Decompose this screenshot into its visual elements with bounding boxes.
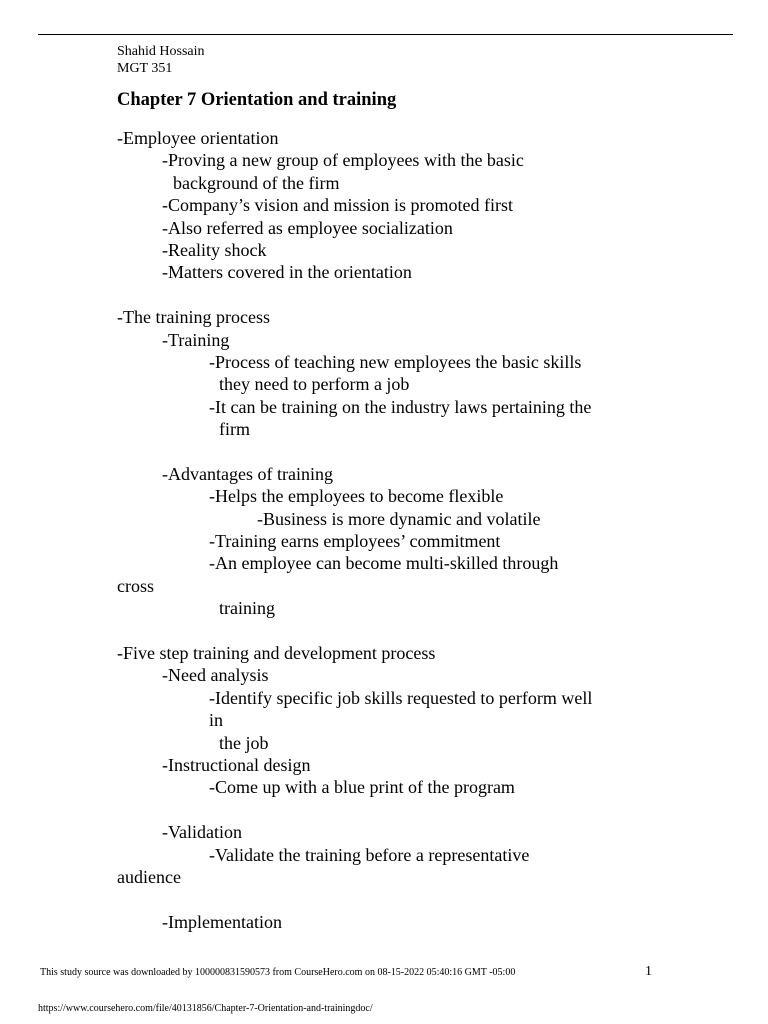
- text-line: training: [219, 598, 275, 619]
- text-line: cross: [117, 575, 154, 596]
- text-line: -Instructional design: [162, 754, 311, 775]
- text-line: -Advantages of training: [162, 463, 333, 484]
- text-line: -Need analysis: [162, 665, 269, 686]
- text-line: they need to perform a job: [219, 374, 410, 395]
- top-divider: [38, 34, 733, 35]
- blank-line: [0, 284, 768, 306]
- text-line: -An employee can become multi-skilled through: [209, 553, 559, 574]
- blank-line: [0, 799, 768, 821]
- text-line: -Matters covered in the orientation: [162, 262, 412, 283]
- blank-line: [0, 440, 768, 462]
- course-code: MGT 351: [117, 61, 173, 76]
- text-line: firm: [219, 419, 250, 440]
- text-line: -Employee orientation: [117, 128, 279, 148]
- text-line: -Identify specific job skills requested to perform well: [209, 687, 593, 708]
- text-line: -Come up with a blue print of the program: [209, 777, 515, 798]
- text-line: in: [209, 710, 224, 731]
- text-line: -Validation: [162, 822, 242, 843]
- text-line: -The training process: [117, 307, 270, 328]
- text-line: -Training earns employees’ commitment: [209, 531, 501, 552]
- chapter-title: Chapter 7 Orientation and training: [117, 90, 397, 110]
- document-body: [0, 127, 768, 933]
- blank-line: [0, 620, 768, 642]
- text-line: -Training: [162, 329, 230, 350]
- text-line: -Company’s vision and mission is promoted first: [162, 195, 513, 216]
- download-source-note: This study source was downloaded by 100000831590573 from CourseHero.com on 08-15-2022 05:40:16 GMT -05:00: [40, 967, 516, 978]
- text-line: -Business is more dynamic and volatile: [257, 508, 541, 529]
- text-line: -Implementation: [162, 911, 282, 932]
- text-line: -Also referred as employee socialization: [162, 217, 453, 238]
- text-line: -Process of teaching new employees the basic skills: [209, 351, 582, 372]
- text-line: background of the firm: [173, 172, 340, 193]
- text-line: -Validate the training before a representative: [209, 844, 530, 865]
- text-line: -It can be training on the industry laws pertaining the: [209, 396, 592, 417]
- blank-line: [0, 888, 768, 910]
- text-line: -Five step training and development process: [117, 642, 436, 663]
- text-line: -Helps the employees to become flexible: [209, 486, 504, 507]
- source-url: https://www.coursehero.com/file/40131856/Chapter-7-Orientation-and-trainingdoc/: [38, 1003, 373, 1014]
- author-name: Shahid Hossain: [117, 44, 205, 59]
- text-line: -Reality shock: [162, 239, 267, 260]
- text-line: audience: [117, 866, 181, 887]
- page-number: 1: [645, 964, 652, 979]
- text-line: the job: [219, 732, 269, 753]
- text-line: -Proving a new group of employees with the basic: [162, 150, 524, 171]
